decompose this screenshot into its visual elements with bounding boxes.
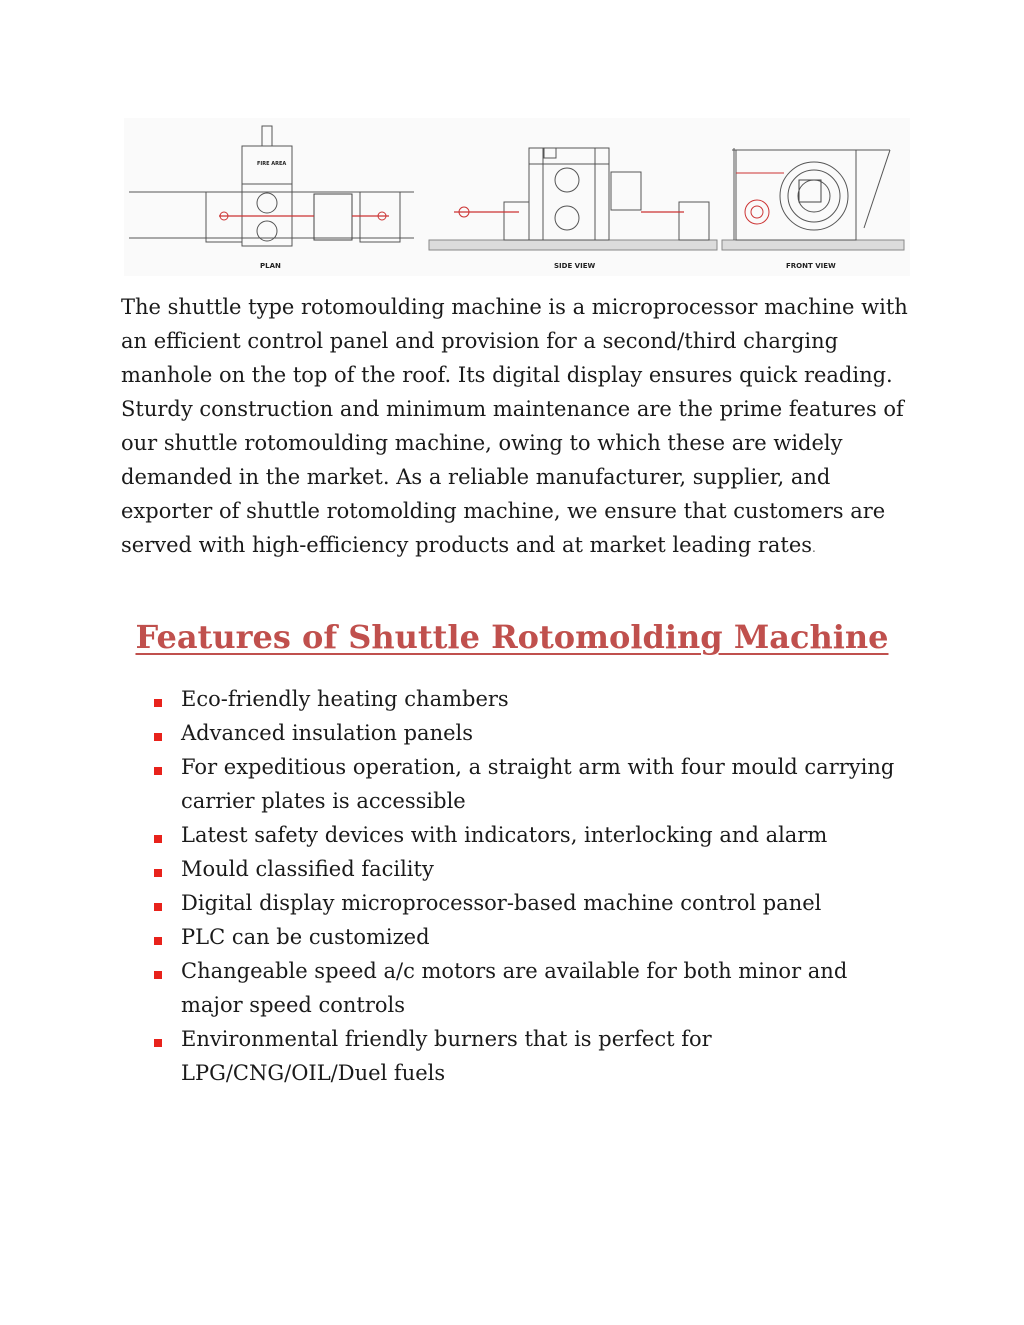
plan-inner-label: FIRE AREA bbox=[257, 161, 287, 167]
bullet-square-icon bbox=[154, 699, 162, 707]
list-item bbox=[150, 716, 910, 750]
list-item bbox=[150, 818, 910, 852]
list-item-text: Advanced insulation panels bbox=[181, 721, 474, 745]
list-item-text: Changeable speed a/c motors are available for both minor and major speed controls bbox=[181, 959, 848, 1017]
list-item-text: PLC can be customized bbox=[181, 925, 430, 949]
list-item-text: Eco-friendly heating chambers bbox=[181, 687, 509, 711]
list-item bbox=[150, 920, 910, 954]
list-item bbox=[150, 682, 910, 716]
bullet-square-icon bbox=[154, 971, 162, 979]
bullet-square-icon bbox=[154, 937, 162, 945]
list-item bbox=[150, 1022, 910, 1090]
features-list bbox=[150, 682, 910, 1090]
list-item bbox=[150, 886, 910, 920]
intro-trailing-dot: . bbox=[812, 541, 816, 555]
list-item-text: Latest safety devices with indicators, interlocking and alarm bbox=[181, 823, 828, 847]
intro-paragraph bbox=[121, 290, 911, 565]
list-item-text: For expeditious operation, a straight arm with four mould carrying carrier plates is accessible bbox=[181, 755, 895, 813]
list-item-text: Environmental friendly burners that is perfect for LPG/CNG/OIL/Duel fuels bbox=[181, 1027, 712, 1085]
intro-text: The shuttle type rotomoulding machine is a microprocessor machine with an efficient control panel and provision for a second/third charging manhole on the top of the roof. Its digital display ensures quick reading. Sturdy construction and minimum maintenance are the prime features of our shuttle rotomoulding machine, owing to which these are widely demanded in the market. As a reliable manufacturer, supplier, and exporter of shuttle rotomolding machine, we ensure that customers are served with high-efficiency products and at market leading rates bbox=[121, 295, 908, 557]
list-item bbox=[150, 954, 910, 1022]
bullet-square-icon bbox=[154, 733, 162, 741]
machine-drawing-figure bbox=[124, 118, 910, 276]
bullet-square-icon bbox=[154, 869, 162, 877]
side-view-label: SIDE VIEW bbox=[554, 262, 596, 270]
list-item-text: Digital display microprocessor-based machine control panel bbox=[181, 891, 822, 915]
front-view-label: FRONT VIEW bbox=[786, 262, 836, 270]
bullet-square-icon bbox=[154, 767, 162, 775]
bullet-square-icon bbox=[154, 1039, 162, 1047]
list-item-text: Mould classified facility bbox=[181, 857, 434, 881]
bullet-square-icon bbox=[154, 903, 162, 911]
features-heading: Features of Shuttle Rotomolding Machine bbox=[135, 618, 889, 656]
technical-drawing-icon bbox=[124, 118, 910, 276]
bullet-square-icon bbox=[154, 835, 162, 843]
list-item bbox=[150, 852, 910, 886]
plan-label: PLAN bbox=[260, 262, 281, 270]
list-item bbox=[150, 750, 910, 818]
